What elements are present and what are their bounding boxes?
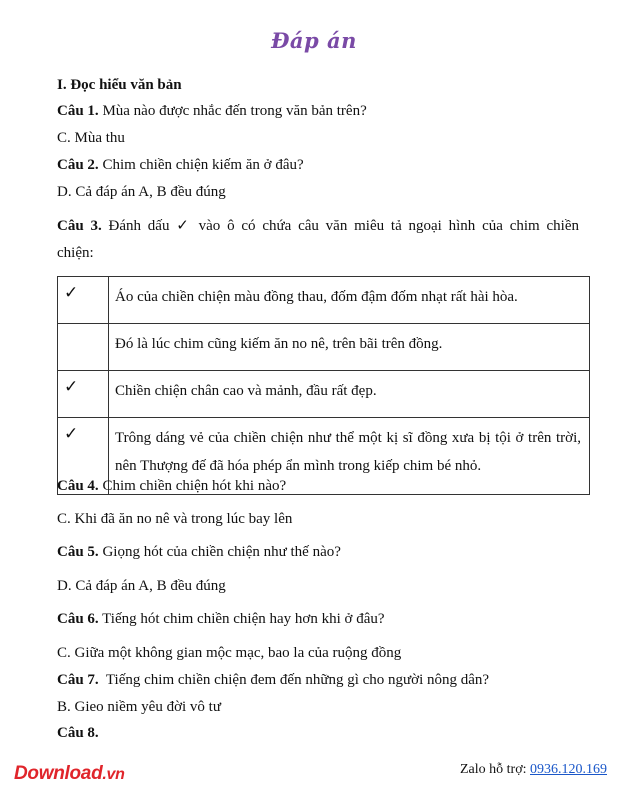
question-text: Tiếng hót chim chiền chiện hay hơn khi ở đâu? [98,611,385,627]
question-text: Chim chiền chiện hót khi nào? [98,478,287,494]
question-text: Mùa nào được nhắc đến trong văn bản trên? [98,103,367,119]
question-2 [57,155,304,175]
question-3: Câu 3. Đánh dấu ✓ vào ô có chứa câu văn miêu tả ngoại hình của chim chiền [57,216,579,234]
page-title: Đáp án [271,28,357,53]
download-logo[interactable]: Download.vn [14,763,125,784]
check-cell[interactable] [58,324,109,371]
question-1 [57,101,367,121]
question-label: Câu 3. [57,218,102,234]
zalo-support: Zalo hỗ trợ: 0936.120.169 [460,762,607,777]
answer-7: B. Gieo niềm yêu đời vô tư [57,699,221,715]
question-label: Câu 4. [57,478,99,494]
answer-2: D. Cả đáp án A, B đều đúng [57,184,226,200]
checkbox-table [57,276,590,495]
checkmark-icon: ✓ [64,424,79,443]
question-label: Câu 2. [57,157,99,173]
question-7 [57,670,489,690]
section-heading: I. Đọc hiểu văn bản [57,77,182,93]
statement-cell: Đó là lúc chim cũng kiếm ăn no nê, trên bãi trên đồng. [109,324,590,371]
statement-cell: Chiền chiện chân cao và mảnh, đầu rất đẹp. [109,371,590,418]
question-3-continued: chiện: [57,245,94,261]
checkmark-icon: ✓ [64,283,79,302]
statement-cell: Áo của chiền chiện màu đồng thau, đốm đậm đốm nhạt rất hài hòa. [109,277,590,324]
question-label: Câu 6. [57,611,99,627]
check-cell[interactable] [58,371,109,418]
question-4 [57,476,286,496]
table-row [58,277,590,324]
phone-link[interactable]: 0936.120.169 [530,762,607,777]
question-label: Câu 7. [57,672,99,688]
answer-6: C. Giữa một không gian mộc mạc, bao la của ruộng đồng [57,645,402,661]
question-label: Câu 1. [57,103,99,119]
question-text: Giọng hót của chiền chiện như thế nào? [98,544,341,560]
statement-cell: Trông dáng vẻ của chiền chiện như thể một kị sĩ đồng xưa bị tội ở trên trời, nên Thượng đế đã hóa phép ẩn mình trong kiếp chim bé nhỏ. [109,418,590,495]
question-6 [57,609,385,629]
table-row [58,371,590,418]
checkmark-icon: ✓ [64,377,79,396]
answer-4: C. Khi đã ăn no nê và trong lúc bay lên [57,511,293,527]
table-row [58,324,590,371]
question-5 [57,542,341,562]
question-label: Câu 8. [57,725,99,741]
question-label: Câu 5. [57,544,99,560]
check-cell[interactable] [58,277,109,324]
question-text: Chim chiền chiện kiếm ăn ở đâu? [98,157,304,173]
answer-5: D. Cả đáp án A, B đều đúng [57,578,226,594]
question-text: Tiếng chim chiền chiện đem đến những gì cho người nông dân? [98,672,490,688]
checkmark-icon: ✓ [176,216,192,234]
question-8 [57,723,99,743]
answer-1: C. Mùa thu [57,130,125,146]
